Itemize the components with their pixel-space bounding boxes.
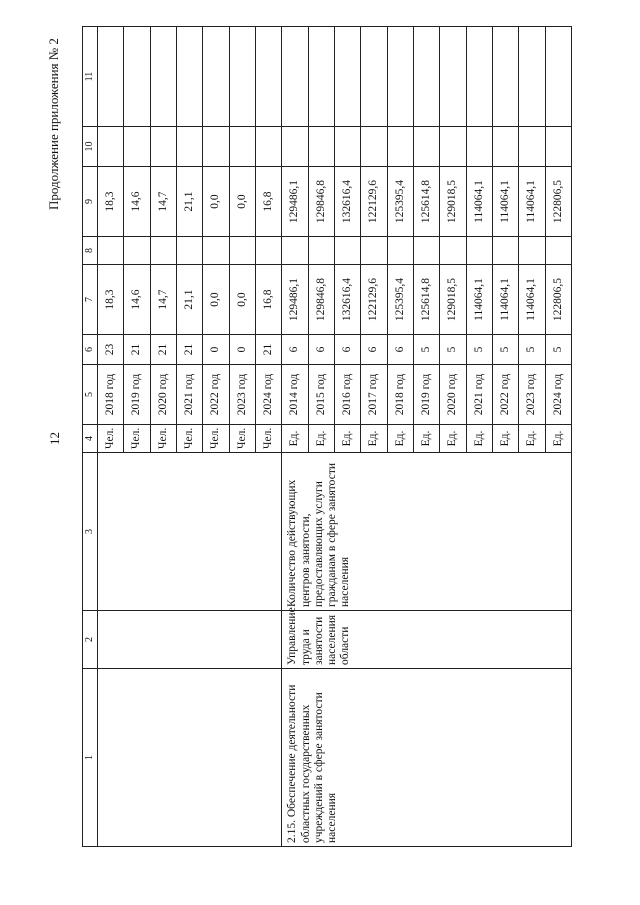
table-cell: 2024 год (255, 365, 281, 425)
table-cell: 122806,5 (545, 265, 571, 335)
table-cell: 2021 год (466, 365, 492, 425)
column-number: 11 (83, 27, 98, 127)
table-cell: 114064,1 (492, 167, 518, 237)
table-cell: 16,8 (255, 167, 281, 237)
table-cell (413, 127, 439, 167)
table-cell: Чел. (98, 425, 124, 453)
table-cell: 0 (229, 335, 255, 365)
table-cell: Ед. (334, 425, 360, 453)
table-cell: Ед. (492, 425, 518, 453)
table-cell: 6 (361, 335, 387, 365)
table-cell (308, 237, 334, 265)
table-cell (519, 127, 545, 167)
table-cell: Ед. (466, 425, 492, 453)
column-number: 1 (83, 669, 98, 847)
table-cell (255, 27, 281, 127)
table-cell: 21 (124, 335, 150, 365)
table-cell (124, 237, 150, 265)
indicator-cell: Количество действующих центров занятости, предоставляющих услуги гражданам в сфере занятости населения (282, 453, 572, 611)
table-cell (545, 237, 571, 265)
table-cell (98, 127, 124, 167)
table-cell (334, 127, 360, 167)
column-number: 4 (83, 425, 98, 453)
table-cell (466, 237, 492, 265)
table-cell: 21,1 (176, 167, 202, 237)
table-cell (519, 27, 545, 127)
table-cell: 14,6 (124, 265, 150, 335)
table-cell (440, 127, 466, 167)
table-cell (519, 237, 545, 265)
table-cell: 6 (282, 335, 308, 365)
table-cell: 122129,6 (361, 167, 387, 237)
page-number: 12 (47, 432, 62, 445)
table-cell: 2020 год (150, 365, 176, 425)
table-cell: 5 (519, 335, 545, 365)
table-cell: 114064,1 (519, 265, 545, 335)
continuation-note: Продолжение приложения № 2 (46, 38, 61, 210)
table-cell: Чел. (229, 425, 255, 453)
table-cell (545, 127, 571, 167)
table-cell (203, 127, 229, 167)
table-cell (361, 27, 387, 127)
column-number: 5 (83, 365, 98, 425)
program-table-rotated (82, 27, 572, 847)
table-cell (255, 127, 281, 167)
table-cell: 23 (98, 335, 124, 365)
table-cell (413, 237, 439, 265)
table-cell: 114064,1 (466, 265, 492, 335)
event-cell-empty (98, 669, 282, 847)
table-cell (98, 237, 124, 265)
table-cell: 2024 год (545, 365, 571, 425)
table-cell: 132616,4 (334, 167, 360, 237)
table-cell: 21,1 (176, 265, 202, 335)
table-cell: 122129,6 (361, 265, 387, 335)
table-cell: 129018,5 (440, 167, 466, 237)
column-number: 10 (83, 127, 98, 167)
table-cell (361, 237, 387, 265)
table-cell (334, 27, 360, 127)
table-cell: 2021 год (176, 365, 202, 425)
table-cell (387, 27, 413, 127)
table-cell: 125614,8 (413, 265, 439, 335)
table-cell (413, 27, 439, 127)
table-cell: 2019 год (413, 365, 439, 425)
column-number: 2 (83, 611, 98, 669)
table-cell: Ед. (519, 425, 545, 453)
table-cell: 0,0 (229, 167, 255, 237)
table-cell: 114064,1 (466, 167, 492, 237)
table-cell: 14,6 (124, 167, 150, 237)
table-cell (492, 27, 518, 127)
table-cell (176, 237, 202, 265)
table-cell: 2016 год (334, 365, 360, 425)
table-cell: 125395,4 (387, 265, 413, 335)
table-cell: 21 (255, 335, 281, 365)
table-cell: 129486,1 (282, 167, 308, 237)
table-cell (229, 127, 255, 167)
table-cell (124, 127, 150, 167)
table-cell: 2018 год (387, 365, 413, 425)
indicator-cell-empty (98, 453, 282, 611)
table-cell: 2018 год (98, 365, 124, 425)
table-cell: 6 (308, 335, 334, 365)
table-cell (150, 127, 176, 167)
executor-cell: Управление труда и занятости населения области (282, 611, 572, 669)
table-cell: 2023 год (519, 365, 545, 425)
table-cell: Чел. (124, 425, 150, 453)
table-cell: 0,0 (203, 167, 229, 237)
table-cell: 5 (466, 335, 492, 365)
table-cell: 18,3 (98, 167, 124, 237)
column-number: 9 (83, 167, 98, 237)
table-cell (440, 27, 466, 127)
table-cell: 2015 год (308, 365, 334, 425)
table-cell (229, 237, 255, 265)
table-cell: 114064,1 (519, 167, 545, 237)
table-cell (440, 237, 466, 265)
table-cell: 2014 год (282, 365, 308, 425)
table-cell: 129846,8 (308, 167, 334, 237)
table-cell: Чел. (203, 425, 229, 453)
table-cell: 18,3 (98, 265, 124, 335)
table-cell: 21 (150, 335, 176, 365)
table-cell: 5 (440, 335, 466, 365)
table-cell (492, 237, 518, 265)
table-cell: Чел. (150, 425, 176, 453)
column-number: 8 (83, 237, 98, 265)
table-cell (203, 237, 229, 265)
table-cell (203, 27, 229, 127)
table-cell (361, 127, 387, 167)
table-cell (334, 237, 360, 265)
table-cell: 132616,4 (334, 265, 360, 335)
column-number: 3 (83, 453, 98, 611)
table-cell (308, 27, 334, 127)
table-row (282, 27, 308, 847)
table-cell: Ед. (413, 425, 439, 453)
table-cell: Ед. (282, 425, 308, 453)
executor-cell-empty (98, 611, 282, 669)
table-cell: 16,8 (255, 265, 281, 335)
table-cell: 114064,1 (492, 265, 518, 335)
table-cell: 125395,4 (387, 167, 413, 237)
table-cell: 122806,5 (545, 167, 571, 237)
table-cell (387, 127, 413, 167)
column-number: 7 (83, 265, 98, 335)
table-cell: 129486,1 (282, 265, 308, 335)
table-cell: Чел. (176, 425, 202, 453)
table-cell: 2023 год (229, 365, 255, 425)
table-cell: 0 (203, 335, 229, 365)
table-cell: 2019 год (124, 365, 150, 425)
table-cell: Ед. (308, 425, 334, 453)
program-table (82, 26, 572, 847)
table-cell (492, 127, 518, 167)
table-cell (466, 127, 492, 167)
table-cell: Ед. (545, 425, 571, 453)
table-cell (98, 27, 124, 127)
table-cell: 2017 год (361, 365, 387, 425)
table-cell (282, 127, 308, 167)
event-cell: 2.15. Обеспечение деятельности областных государственных учреждений в сфере занятости населения (282, 669, 572, 847)
table-cell (255, 237, 281, 265)
column-number-row (83, 27, 98, 847)
table-cell (387, 237, 413, 265)
table-cell: 5 (492, 335, 518, 365)
table-cell (282, 237, 308, 265)
table-cell (150, 27, 176, 127)
table-cell (545, 27, 571, 127)
table-cell: Ед. (440, 425, 466, 453)
table-cell: 6 (387, 335, 413, 365)
table-cell: Чел. (255, 425, 281, 453)
table-cell: 2020 год (440, 365, 466, 425)
table-cell: Ед. (387, 425, 413, 453)
table-row (98, 27, 124, 847)
table-cell: 21 (176, 335, 202, 365)
table-cell (150, 237, 176, 265)
table-cell: 0,0 (229, 265, 255, 335)
table-cell: 0,0 (203, 265, 229, 335)
table-cell (466, 27, 492, 127)
table-cell (124, 27, 150, 127)
table-cell: 5 (413, 335, 439, 365)
table-cell: 14,7 (150, 167, 176, 237)
table-cell: 6 (334, 335, 360, 365)
table-cell (308, 127, 334, 167)
table-cell (176, 127, 202, 167)
table-cell (176, 27, 202, 127)
table-cell: 2022 год (492, 365, 518, 425)
table-cell: 129846,8 (308, 265, 334, 335)
table-body (83, 27, 572, 847)
table-cell: 129018,5 (440, 265, 466, 335)
column-number: 6 (83, 335, 98, 365)
table-cell: 125614,8 (413, 167, 439, 237)
table-cell (282, 27, 308, 127)
table-cell: Ед. (361, 425, 387, 453)
table-cell: 2022 год (203, 365, 229, 425)
table-cell: 14,7 (150, 265, 176, 335)
table-cell (229, 27, 255, 127)
table-cell: 5 (545, 335, 571, 365)
